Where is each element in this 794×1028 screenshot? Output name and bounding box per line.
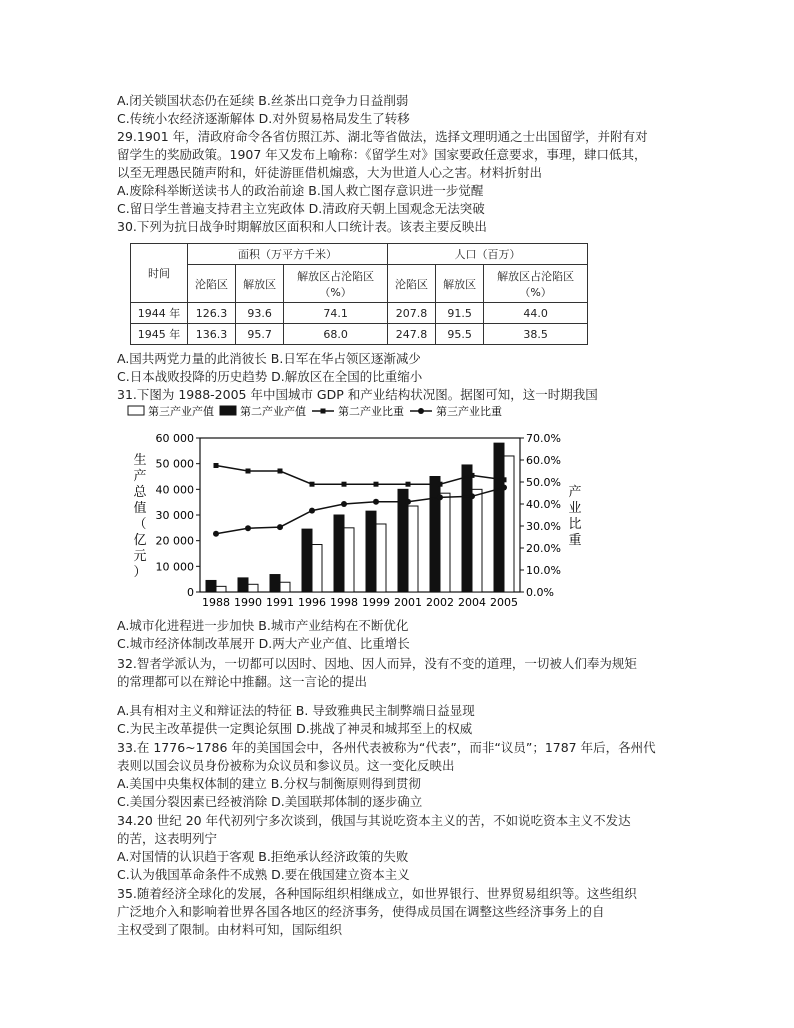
text-line: C.城市经济体制改革展开 D.两大产业产值、比重增长 (117, 636, 410, 651)
text-line: A.闭关锁国状态仍在延续 B.丝茶出口竞争力日益削弱 (117, 93, 409, 108)
bar-secondary-output (302, 529, 312, 592)
y-right-axis-label: 比 (568, 517, 582, 532)
x-tick-label: 1990 (234, 596, 262, 609)
y-left-axis-label: 生 (133, 453, 147, 468)
point-tertiary-share (469, 493, 475, 499)
y-right-tick-label: 50.0% (526, 476, 561, 489)
table-row: 1945 年 136.3 95.7 68.0 247.8 95.5 38.5 (131, 324, 588, 345)
x-tick-label: 2002 (426, 596, 454, 609)
legend-label: 第三产业比重 (436, 405, 502, 418)
text-line: 广泛地介入和影响着世界各国各地区的经济事务，使得成员国在调整这些经济事务上的自 (117, 904, 605, 919)
text-line: 的常理都可以在辩论中推翻。这一言论的提出 (117, 674, 368, 689)
y-left-tick-label: 60 000 (155, 432, 194, 445)
y-left-axis-label: 亿 (133, 533, 147, 548)
point-secondary-share (502, 477, 507, 482)
bar-tertiary-output (216, 586, 226, 592)
x-tick-label: 2001 (394, 596, 422, 609)
question-29: 29.1901 年，清政府命令各省仿照江苏、湖北等省做法，选择文理明通之士出国留学，并附有对 (117, 129, 648, 144)
bar-secondary-output (206, 580, 216, 592)
point-tertiary-share (341, 501, 347, 507)
bar-tertiary-output (312, 545, 322, 592)
point-tertiary-share (501, 485, 507, 491)
point-secondary-share (342, 482, 347, 487)
table-subheader: 沦陷区 (387, 265, 435, 303)
table-subheader: 沦陷区 (188, 265, 236, 303)
y-right-axis-label: 产 (568, 485, 582, 500)
table-subheader: 解放区占沦陷区 （%） (484, 265, 588, 303)
question-31: 31.下图为 1988-2005 年中国城市 GDP 和产业结构状况图。据图可知，这一时期我国 (117, 387, 598, 402)
text-line: A.国共两党力量的此消彼长 B.日军在华占领区逐渐减少 (117, 351, 421, 366)
text-line: C.留日学生普遍支持君主立宪政体 D.清政府天朝上国观念无法突破 (117, 201, 485, 216)
point-tertiary-share (309, 508, 315, 514)
legend-swatch (220, 406, 236, 415)
point-secondary-share (246, 469, 251, 474)
point-tertiary-share (213, 531, 219, 537)
point-secondary-share (438, 482, 443, 487)
bar-secondary-output (238, 578, 248, 592)
bar-secondary-output (398, 489, 408, 592)
point-secondary-share (406, 482, 411, 487)
point-tertiary-share (373, 499, 379, 505)
y-right-axis-label: 重 (568, 533, 582, 548)
point-secondary-share (278, 469, 283, 474)
text-line: C.传统小农经济逐渐解体 D.对外贸易格局发生了转移 (117, 111, 410, 126)
question-35: 35.随着经济全球化的发展，各种国际组织相继成立，如世界银行、世界贸易组织等。这些组织 (117, 886, 637, 901)
legend-marker (321, 409, 326, 414)
bar-tertiary-output (248, 584, 258, 592)
y-left-tick-label: 20 000 (155, 534, 194, 548)
legend-label: 第二产业比重 (338, 405, 404, 418)
text-line: C.日本战败投降的历史趋势 D.解放区在全国的比重缩小 (117, 369, 423, 384)
x-tick-label: 1988 (202, 596, 230, 609)
x-tick-label: 1996 (298, 596, 326, 609)
question-34: 34.20 世纪 20 年代初列宁多次谈到，俄国与其说吃资本主义的苦，不如说吃资本主义不发达 (117, 813, 631, 828)
text-line: 表则以国会议员身份被称为众议员和参议员。这一变化反映出 (117, 758, 455, 773)
text-line: 主权受到了限制。由材料可知，国际组织 (117, 922, 343, 937)
y-left-axis-label: ） (133, 565, 147, 580)
x-tick-label: 2004 (458, 596, 486, 609)
bar-secondary-output (430, 477, 440, 593)
y-left-tick-label: 10 000 (155, 560, 194, 574)
text-line: C.美国分裂因素已经被消除 D.美国联邦体制的逐步确立 (117, 794, 423, 809)
bar-secondary-output (270, 575, 280, 592)
y-right-tick-label: 60.0% (526, 454, 561, 467)
bar-tertiary-output (376, 524, 386, 592)
text-line: 留学生的奖励政策。1907 年又发布上喻称：《留学生对》国家要政任意要求，事理，肆口低其， (117, 147, 647, 162)
x-tick-label: 1991 (266, 596, 294, 609)
y-right-tick-label: 0.0% (526, 586, 554, 599)
x-tick-label: 2005 (490, 596, 518, 609)
bar-tertiary-output (408, 506, 418, 592)
y-left-axis-label: 元 (133, 549, 147, 564)
text-line: A.具有相对主义和辩证法的特征 B. 导致雅典民主制弊端日益显现 (117, 703, 475, 718)
point-tertiary-share (437, 494, 443, 500)
line-secondary-share (216, 466, 504, 485)
y-left-axis-label: 产 (133, 469, 147, 484)
table-header-time: 时间 (131, 244, 188, 303)
y-left-tick-label: 40 000 (155, 483, 194, 497)
point-secondary-share (214, 463, 219, 468)
liberated-area-table (130, 243, 588, 345)
question-33: 33.在 1776~1786 年的美国国会中，各州代表被称为“代表”，而非“议员”；1787 年后，各州代 (117, 740, 656, 755)
bar-tertiary-output (440, 493, 450, 592)
text-line: A.对国情的认识趋于客观 B.拒绝承认经济政策的失败 (117, 849, 409, 864)
y-left-axis-label: 总 (133, 485, 147, 500)
point-secondary-share (374, 482, 379, 487)
text-line: A.美国中央集权体制的建立 B.分权与制衡原则得到贯彻 (117, 776, 421, 791)
question-32: 32.智者学派认为，一切都可以因时、因地、因人而异，没有不变的道理，一切被人们奉为规矩 (117, 656, 637, 671)
point-tertiary-share (277, 524, 283, 530)
x-tick-label: 1998 (330, 596, 358, 609)
y-left-tick-label: 0 (187, 586, 194, 599)
y-right-axis-label: 业 (568, 501, 582, 516)
text-line: 的苦，这表明列宁 (117, 831, 218, 846)
text-line: C.为民主改革提供一定舆论氛围 D.挑战了神灵和城邦至上的权威 (117, 721, 473, 736)
y-right-tick-label: 70.0% (526, 432, 561, 445)
y-left-axis-label: （ (133, 517, 147, 532)
bar-secondary-output (366, 511, 376, 592)
bar-secondary-output (462, 465, 472, 592)
legend-label: 第二产业产值 (240, 405, 306, 418)
bar-tertiary-output (280, 582, 290, 592)
y-right-tick-label: 20.0% (526, 542, 561, 555)
text-line: C.认为俄国革命条件不成熟 D.要在俄国建立资本主义 (117, 867, 410, 882)
text-line: A.废除科举断送读书人的政治前途 B.国人救亡图存意识进一步觉醒 (117, 183, 484, 198)
bar-tertiary-output (472, 489, 482, 592)
table-header-area: 面积（万平方千米） (188, 244, 388, 265)
y-right-tick-label: 10.0% (526, 564, 561, 577)
bar-secondary-output (334, 515, 344, 592)
y-left-axis-label: 值 (133, 501, 147, 516)
y-right-tick-label: 40.0% (526, 498, 561, 511)
question-30: 30.下列为抗日战争时期解放区面积和人口统计表。该表主要反映出 (117, 219, 487, 234)
text-line: A.城市化进程进一步加快 B.城市产业结构在不断优化 (117, 618, 409, 633)
y-right-tick-label: 30.0% (526, 520, 561, 533)
x-tick-label: 1999 (362, 596, 390, 609)
text-line: 以至无理愚民随声附和，奸徒游匪借机煽惑，大为世道人心之害。材料折射出 (117, 165, 543, 180)
table-subheader: 解放区 (436, 265, 484, 303)
table-header-population: 人口（百万） (387, 244, 587, 265)
point-secondary-share (310, 482, 315, 487)
point-tertiary-share (405, 499, 411, 505)
y-left-tick-label: 50 000 (155, 457, 194, 471)
point-secondary-share (470, 473, 475, 478)
point-tertiary-share (245, 525, 251, 531)
legend-marker (418, 408, 424, 414)
bar-tertiary-output (504, 456, 514, 592)
legend-label: 第三产业产值 (148, 405, 214, 418)
table-row: 1944 年 126.3 93.6 74.1 207.8 91.5 44.0 (131, 303, 588, 324)
gdp-industry-chart (120, 404, 580, 612)
table-subheader: 解放区占沦陷区 （%） (284, 265, 388, 303)
line-tertiary-share (216, 488, 504, 534)
bar-secondary-output (494, 443, 504, 592)
table-subheader: 解放区 (236, 265, 284, 303)
bar-tertiary-output (344, 528, 354, 592)
legend-swatch (128, 406, 144, 415)
y-left-tick-label: 30 000 (155, 509, 194, 522)
